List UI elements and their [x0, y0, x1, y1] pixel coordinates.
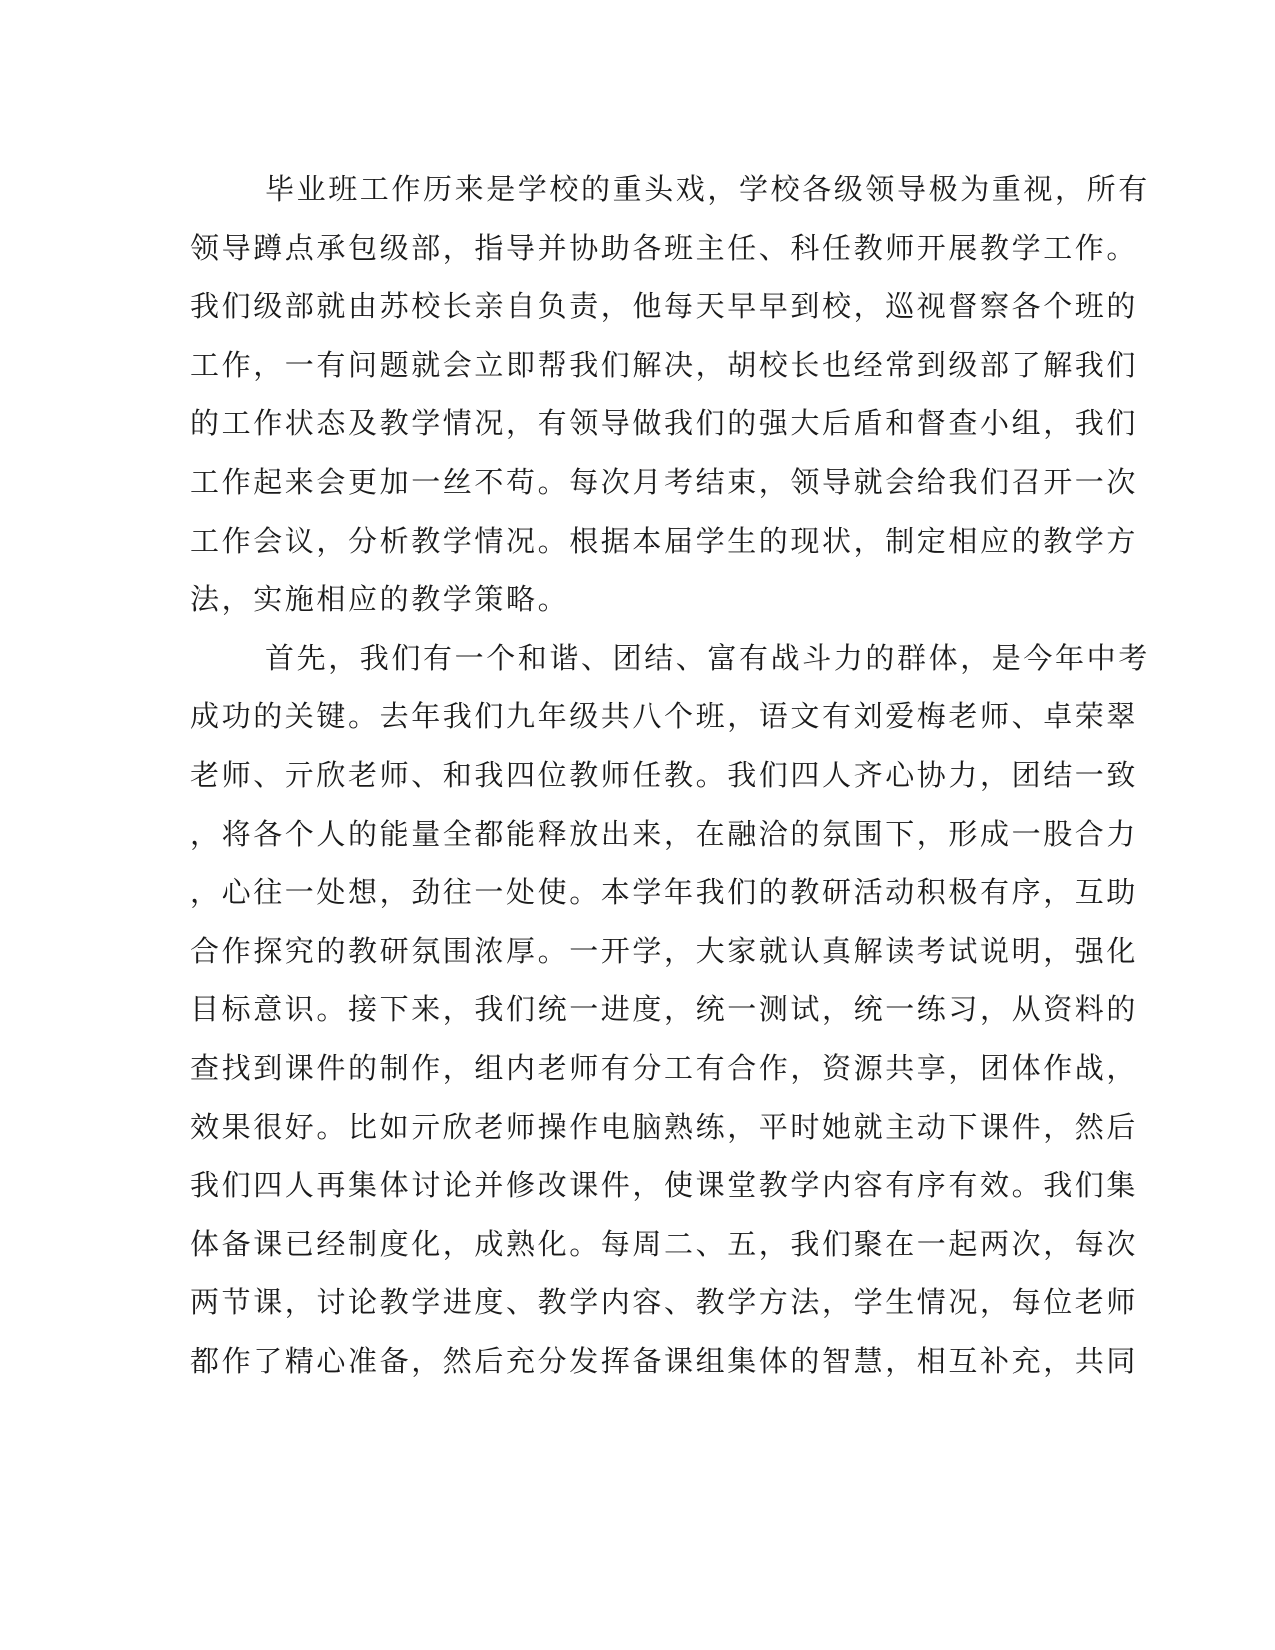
text-line: 毕业班工作历来是学校的重头戏，学校各级领导极为重视，所有	[265, 172, 1150, 206]
text-line: 成功的关键。去年我们九年级共八个班，语文有刘爱梅老师、卓荣翠	[190, 699, 1139, 734]
text-line: 效果很好。比如亓欣老师操作电脑熟练，平时她就主动下课件，然后	[190, 1109, 1139, 1144]
text-line: 我们四人再集体讨论并修改课件，使课堂教学内容有序有效。我们集	[190, 1168, 1139, 1203]
text-line: 合作探究的教研氛围浓厚。一开学，大家就认真解读考试说明，强化	[190, 933, 1139, 968]
text-line: 法，实施相应的教学策略。	[190, 582, 570, 617]
text-line: 都作了精心准备，然后充分发挥备课组集体的智慧，相互补充，共同	[190, 1343, 1139, 1378]
text-line: ，心往一处想，劲往一处使。本学年我们的教研活动积极有序，互助	[190, 875, 1139, 910]
text-line: 的工作状态及教学情况，有领导做我们的强大后盾和督查小组，我们	[190, 406, 1139, 441]
text-line: 两节课，讨论教学进度、教学内容、教学方法，学生情况，每位老师	[190, 1285, 1139, 1320]
text-line: 查找到课件的制作，组内老师有分工有合作，资源共享，团体作战，	[190, 1050, 1139, 1085]
text-line: 工作起来会更加一丝不苟。每次月考结束，领导就会给我们召开一次	[190, 464, 1139, 499]
text-line: 我们级部就由苏校长亲自负责，他每天早早到校，巡视督察各个班的	[190, 289, 1139, 324]
text-line: 体备课已经制度化，成熟化。每周二、五，我们聚在一起两次，每次	[190, 1226, 1139, 1261]
document-body	[190, 160, 1150, 1390]
text-line: 首先，我们有一个和谐、团结、富有战斗力的群体，是今年中考	[265, 640, 1150, 675]
text-line: ，将各个人的能量全都能释放出来，在融洽的氛围下，形成一股合力	[190, 816, 1139, 851]
text-line: 老师、亓欣老师、和我四位教师任教。我们四人齐心协力，团结一致	[190, 757, 1139, 792]
text-line: 领导蹲点承包级部，指导并协助各班主任、科任教师开展教学工作。	[190, 230, 1139, 265]
paragraph-2	[190, 629, 1150, 1391]
text-line: 目标意识。接下来，我们统一进度，统一测试，统一练习，从资料的	[190, 992, 1139, 1027]
text-line: 工作，一有问题就会立即帮我们解决，胡校长也经常到级部了解我们	[190, 347, 1139, 382]
text-line: 工作会议，分析教学情况。根据本届学生的现状，制定相应的教学方	[190, 523, 1139, 558]
paragraph-1	[190, 160, 1150, 629]
